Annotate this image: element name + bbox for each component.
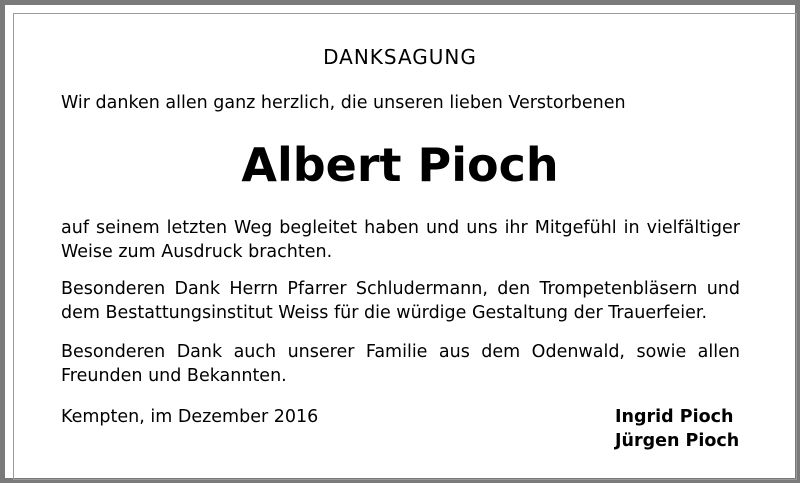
thanks-paragraph-3: Besonderen Dank auch unserer Familie aus dem Odenwald, sowie allen Freunden und Bekannten.: [61, 342, 740, 386]
notice-heading: DANKSAGUNG: [323, 45, 477, 69]
signatory-1: Ingrid Pioch: [615, 407, 734, 427]
thanks-paragraph-1: auf seinem letzten Weg begleitet haben und uns ihr Mitgefühl in vielfältiger Weise zum Ausdruck brachten.: [61, 218, 740, 262]
signatures: [615, 405, 739, 453]
deceased-name: Albert Pioch: [241, 138, 559, 192]
place-date: Kempten, im Dezember 2016: [61, 407, 319, 427]
signatory-2: Jürgen Pioch: [615, 431, 740, 451]
intro-text: Wir danken allen ganz herzlich, die unseren lieben Verstorbenen: [61, 93, 626, 113]
thanks-paragraph-2: Besonderen Dank Herrn Pfarrer Schludermann, den Trompetenbläsern und dem Bestattungsinstitut Weiss für die würdige Gestaltung der Trauerfeier.: [61, 279, 740, 323]
